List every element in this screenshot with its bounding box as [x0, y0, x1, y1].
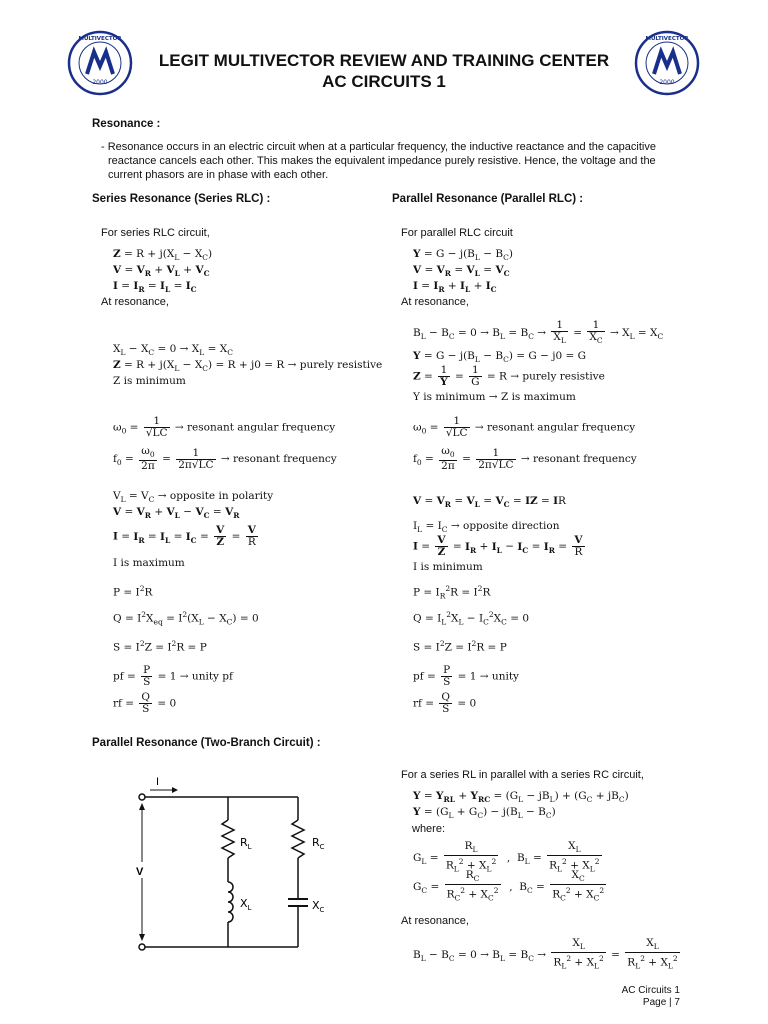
logo-text-right: MULTIVECTOR [645, 36, 689, 42]
parallel-pf: pf = $\frac{P}{S}$ = 1 → unity [413, 664, 519, 688]
series-resonance-eqs: $X_L - X_C = 0 \to X_L = X_C$ $Z = R + j(X_L - X_C) = R + j0 = R$ → purely resistive Z is minimum [113, 343, 383, 388]
parallel-intro: For parallel RLC circuit [401, 227, 513, 239]
parallel-z-eq: Z = $\frac{1}{Y}$ = $\frac{1}{G}$ = R → purely resistive [413, 364, 605, 388]
series-w0: $\omega_0$ = $\frac{1}{√LC}$ → resonant angular frequency [113, 415, 336, 439]
twobranch-gl-bl: $G_L$ = $\frac{R_L}{R_L^2 + X_L^2}$ , $B_L$ = $\frac{X_L}{R_L^2 + X_L^2}$ [413, 840, 600, 874]
parallel-b-eq: $B_L - B_C = 0 \to B_L = B_C$ → $\frac{1}{X_L}$ = $\frac{1}{X_C}$ → $X_L = X_C$ [413, 319, 664, 346]
logo-text: MULTIVECTOR [78, 36, 122, 42]
header-title-line2: AC CIRCUITS 1 [322, 72, 446, 91]
series-w0-label: → resonant angular frequency [174, 421, 336, 434]
resonance-para-line1: - Resonance occurs in an electric circuit when at a particular frequency, the inductive reactance and the capacitive [101, 141, 656, 153]
twobranch-intro: For a series RL in parallel with a series RC circuit, [401, 769, 644, 781]
twobranch-where: where: [412, 823, 446, 835]
series-pf: pf = $\frac{P}{S}$ = 1 → unity pf [113, 664, 233, 688]
series-f0: $f_0$ = $\frac{\omega_0}{2\pi}$ = $\frac{1}{2\pi√LC}$ → resonant frequency [113, 445, 337, 473]
label-xl: $X_L$ [240, 897, 252, 912]
footer-title: AC Circuits 1 [621, 985, 680, 996]
parallel-f0: $f_0$ = $\frac{\omega_0}{2\pi}$ = $\frac{1}{2\pi√LC}$ → resonant frequency [413, 445, 637, 473]
parallel-il-ic: $I_L = I_C$ → opposite direction [413, 520, 560, 535]
terminal-bottom [139, 944, 145, 950]
series-apparent: $S = I^2Z = I^2R = P$ [113, 639, 207, 654]
series-intro: For series RLC circuit, [101, 227, 210, 239]
parallel-w0-label: → resonant angular frequency [474, 421, 636, 434]
footer [622, 985, 680, 1009]
twobranch-at-resonance: At resonance, [401, 915, 469, 927]
label-current: I [156, 776, 160, 788]
parallel-voltage: $V = V_R = V_L = V_C$ = IZ = IR [413, 495, 566, 510]
parallel-ymin: Y is minimum → Z is maximum [413, 391, 576, 403]
label-rl: $R_L$ [240, 836, 252, 851]
parallel-rf-tail: = 0 [457, 697, 477, 710]
parallel-heading: Parallel Resonance (Parallel RLC) : [392, 193, 584, 205]
circuit-diagram [120, 770, 350, 960]
series-current: $I = I_R = I_L = I_C$ = $\frac{V}{Z}$ = $\frac{V}{R}$ [113, 524, 256, 548]
series-equations: $Z = R + j(X_L - X_C)$ $V = V_R + V_L + V_C$ $I = I_R = I_L = I_C$ [113, 248, 213, 295]
label-rc: $R_C$ [312, 836, 325, 851]
series-power: $P = I^2R$ [113, 584, 153, 599]
parallel-ilic-label: → opposite direction [450, 520, 560, 532]
series-rf: rf = $\frac{Q}{S}$ = 0 [113, 691, 177, 715]
label-voltage: V [136, 866, 144, 878]
resonance-para [101, 140, 656, 182]
series-zmin: Z is minimum [113, 375, 186, 388]
parallel-rf: rf = $\frac{Q}{S}$ = 0 [413, 691, 477, 715]
parallel-reactive: $Q = I_L^2X_L - I_C^2X_C = 0$ [413, 610, 530, 627]
series-vlvc-label: → opposite in polarity [157, 490, 274, 502]
twobranch-b-eq: $B_L - B_C = 0 \to B_L = B_C$ → $\frac{X_L}{R_L^2 + X_L^2}$ = $\frac{X_L}{R_L^2 + X_L^2}$ [413, 937, 678, 971]
inductor-xl [228, 882, 233, 922]
series-imax: I is maximum [113, 557, 185, 569]
footer-page: Page | 7 [642, 997, 680, 1008]
parallel-apparent: $S = I^2Z = I^2R = P$ [413, 639, 507, 654]
series-rf-tail: = 0 [157, 697, 177, 710]
parallel-y-eq: $Y = G - j(B_L - B_C) = G - j0 = G$ [413, 350, 587, 365]
twobranch-heading: Parallel Resonance (Two-Branch Circuit) : [92, 737, 321, 749]
parallel-at-resonance: At resonance, [401, 296, 469, 308]
resonance-para-line3: current phasors are in phase with each other. [108, 169, 329, 181]
series-heading: Series Resonance (Series RLC) : [92, 193, 271, 205]
parallel-equations: $Y = G - j(B_L - B_C)$ $V = V_R = V_L = V_C$ $I = I_R + I_L + I_C$ [413, 248, 513, 295]
resonance-heading: Resonance : [92, 118, 161, 130]
resistor-rl [222, 820, 234, 858]
terminal-top [139, 794, 145, 800]
series-at-resonance: At resonance, [101, 296, 169, 308]
series-f0-label: → resonant frequency [220, 453, 337, 466]
twobranch-y-eqs: $Y = Y_{RL} + Y_{RC} = (G_L - jB_L) + (G_C + jB_C)$ $Y = (G_L + G_C) - j(B_L - B_C)$ [413, 790, 629, 821]
series-pf-tail: = 1 → unity pf [157, 670, 233, 683]
resonance-para-line2: reactance cancels each other. This makes the equivalent impedance purely resistive. Hence, the voltage and the [108, 155, 656, 167]
header-title [0, 50, 768, 92]
logo-year: 2000 [92, 79, 108, 86]
series-reactive: $Q = I^2X_{eq} = I^2(X_L - X_C) = 0$ [113, 610, 259, 627]
parallel-f0-label: → resonant frequency [520, 453, 637, 466]
parallel-imin: I is minimum [413, 561, 483, 573]
parallel-power: $P = I_R^2R = I^2R$ [413, 584, 491, 601]
logo-year-right: 2000 [659, 79, 675, 86]
parallel-pf-tail: = 1 → unity [457, 670, 519, 683]
parallel-current: I = $\frac{V}{Z}$ = $I_R + I_L - I_C = I_R$ = $\frac{V}{R}$ [413, 534, 583, 558]
parallel-w0: $\omega_0$ = $\frac{1}{√LC}$ → resonant angular frequency [413, 415, 636, 439]
header-title-line1: LEGIT MULTIVECTOR REVIEW AND TRAINING CENTER [158, 51, 610, 70]
resistor-rc [292, 820, 304, 858]
twobranch-gc-bc: $G_C$ = $\frac{R_C}{R_C^2 + X_C^2}$ , $B_C$ = $\frac{X_C}{R_C^2 + X_C^2}$ [413, 869, 605, 903]
series-vl-vc: $V_L = V_C$ → opposite in polarity $V = V_R + V_L - V_C = V_R$ [113, 490, 274, 521]
label-xc: $X_C$ [312, 899, 325, 914]
